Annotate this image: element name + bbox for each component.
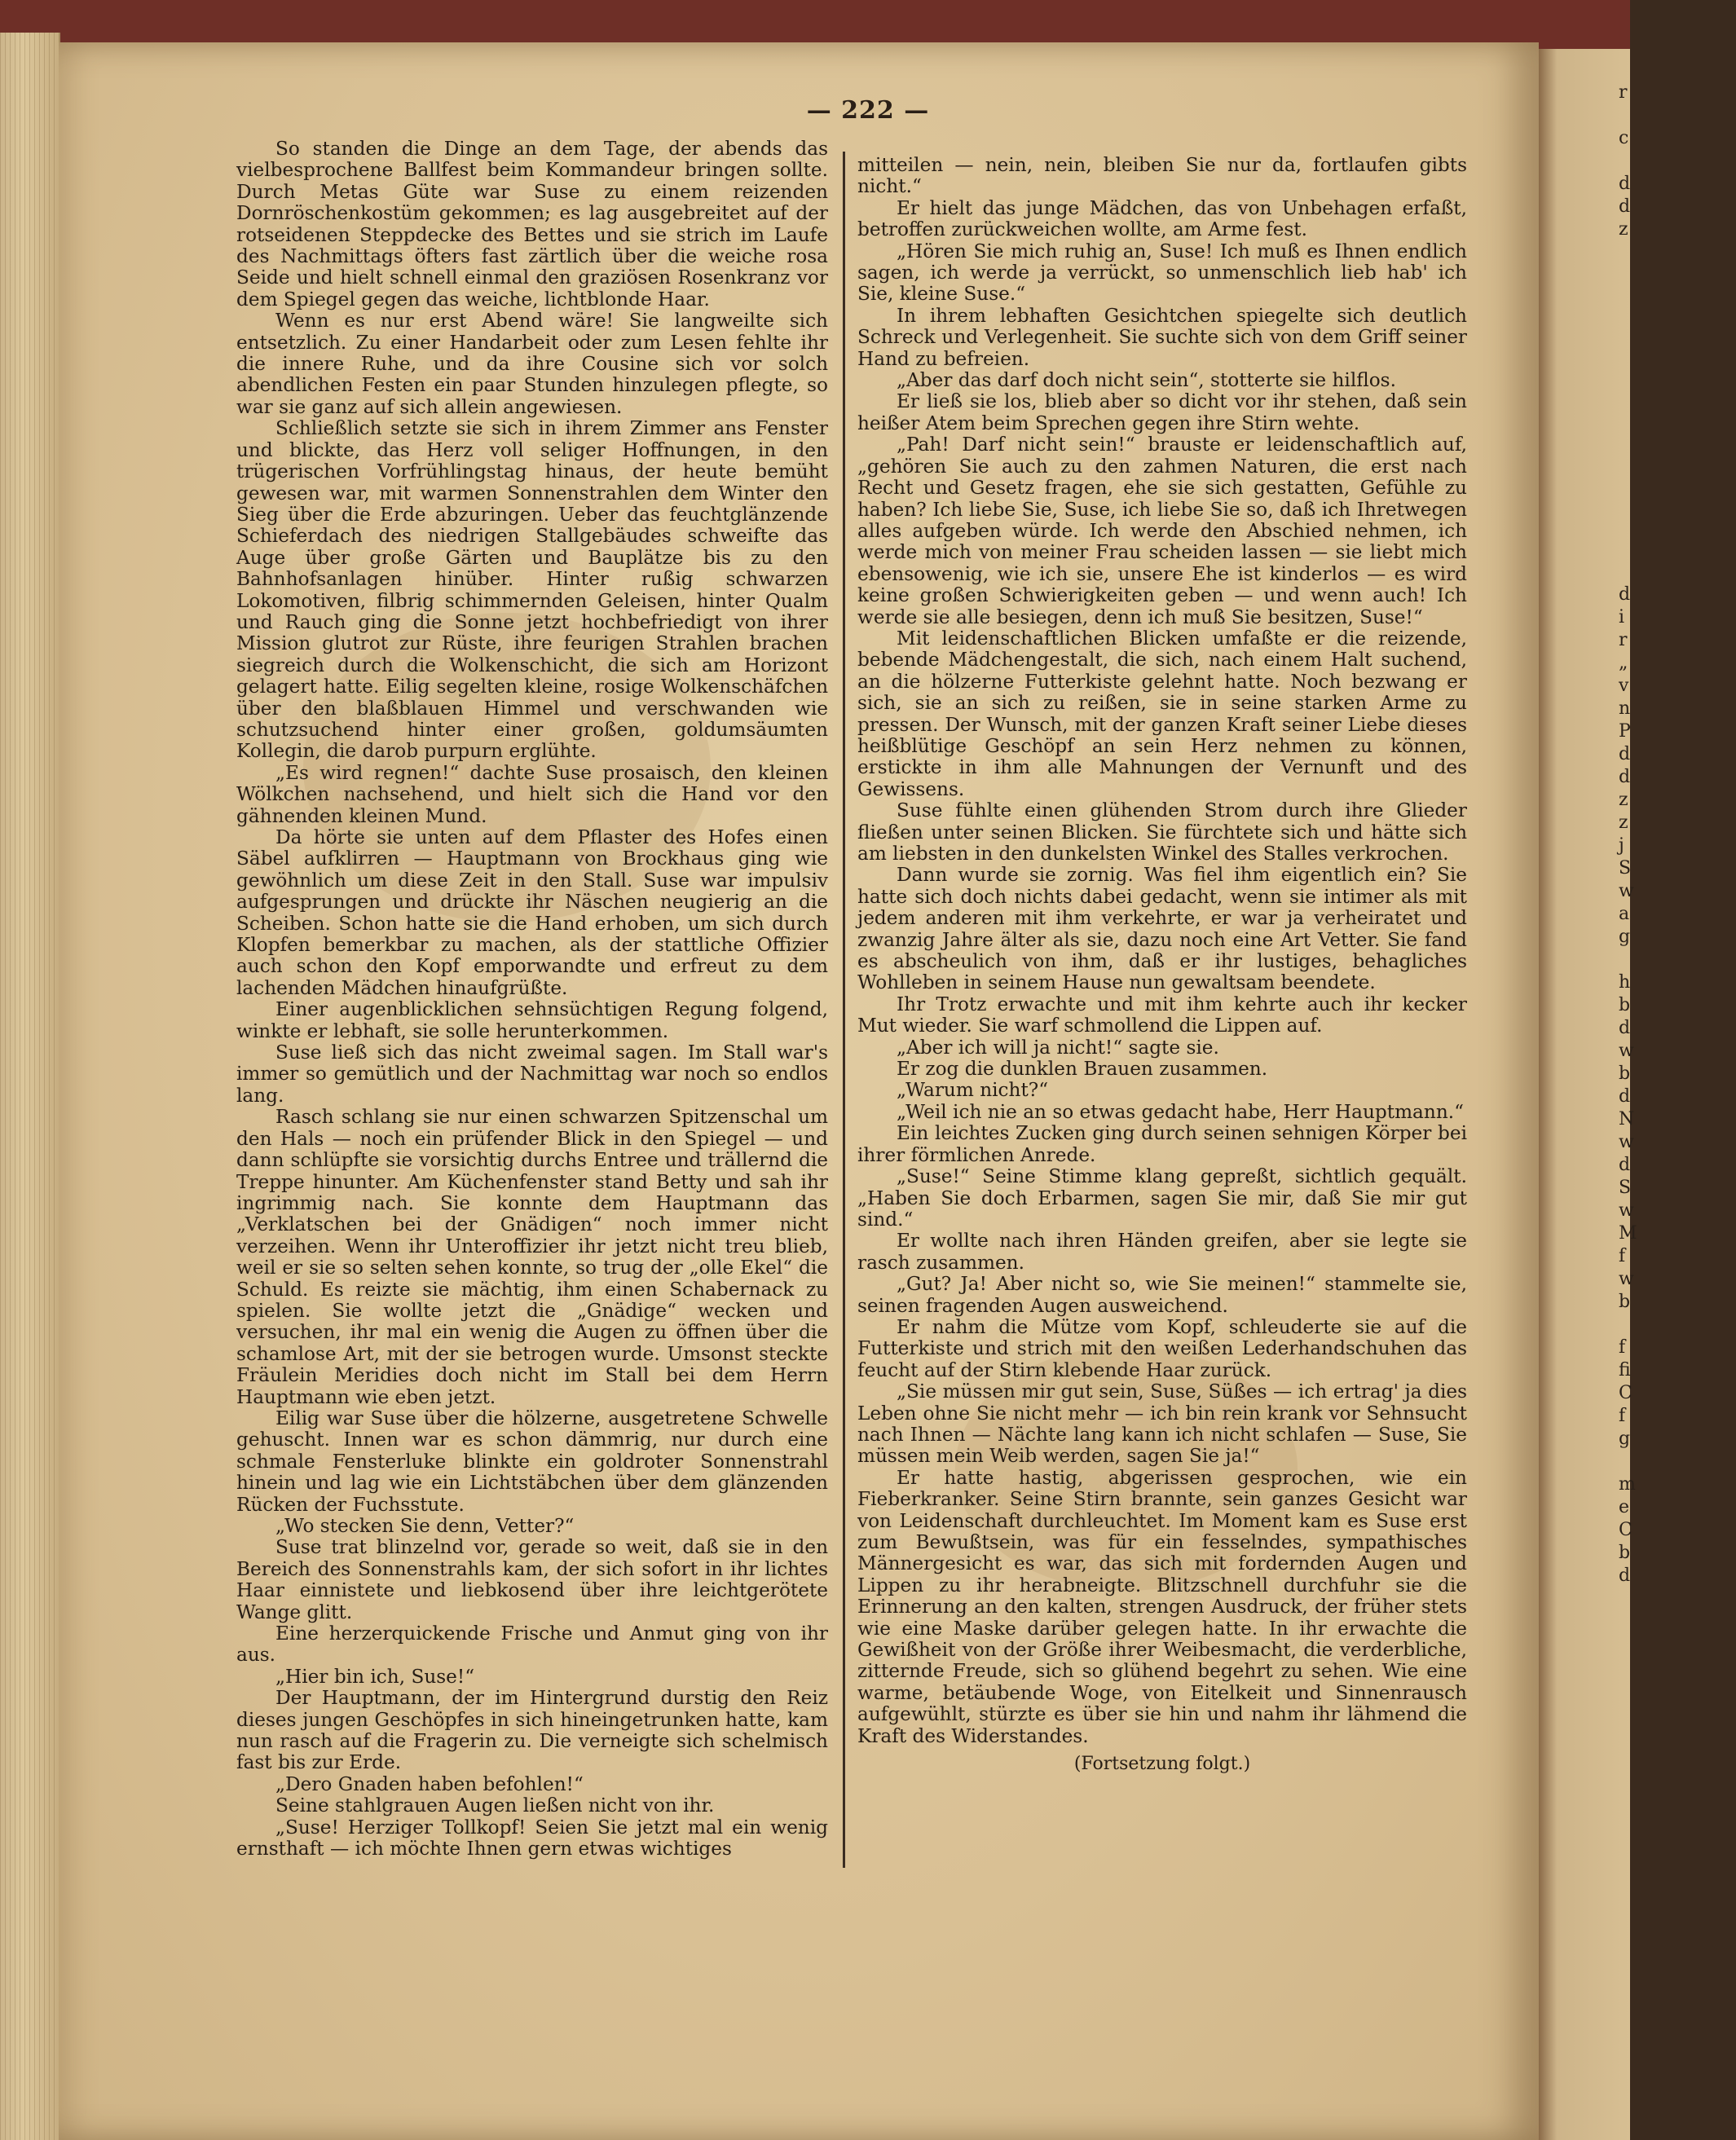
- paragraph: Mit leidenschaftlichen Blicken umfaßte er die reizende, bebende Mädchengestalt, die sich, nach einem Halt suchend, an die hölzerne Futterkiste gelehnt hatte. Noch bezwang er sich, sie an sich zu reißen, sie in seine starken Arme zu pressen. Der Wunsch, mit der ganzen Kraft seiner Liebe dieses heißblütige Geschöpf an sein Herz nehmen zu können, erstickte in ihm alle Mahnungen der Vernunft und des Gewissens.: [857, 627, 1467, 800]
- paragraph: „Aber das darf doch nicht sein“, stotterte sie hilflos.: [897, 369, 1396, 392]
- paragraph: Der Hauptmann, der im Hintergrund durstig den Reiz dieses jungen Geschöpfes in sich hineingetrunken hatte, kam nun rasch auf die Fragerin zu. Die verneigte sich schelmisch fast bis zur Erde.: [236, 1687, 828, 1774]
- paragraph-continuation: mitteilen — nein, nein, bleiben Sie nur da, fortlaufen gibts nicht.“: [857, 154, 1467, 198]
- paragraph: Ihr Trotz erwachte und mit ihm kehrte auch ihr kecker Mut wieder. Sie warf schmollend die Lippen auf.: [857, 993, 1467, 1037]
- paragraph: „Pah! Darf nicht sein!“ brauste er leidenschaftlich auf, „gehören Sie auch zu den zahmen Naturen, die erst nach Recht und Gesetz fragen, ehe sie sich gestatten, Gefühle zu haben? Ich liebe Sie, Suse, ich liebe Sie so, daß ich Ihretwegen alles aufgeben würde. Ich werde den Abschied nehmen, ich werde mich von meiner Frau scheiden lassen — sie liebt mich ebensowenig, wie ich sie, unsere Ehe ist kinderlos — es wird keine großen Schwierigkeiten geben — und wenn auch! Ich werde sie alle besiegen, denn ich muß Sie besitzen, Suse!“: [857, 434, 1467, 628]
- paragraph: „Wo stecken Sie denn, Vetter?“: [275, 1515, 575, 1537]
- paragraph: So standen die Dinge an dem Tage, der abends das vielbesprochene Ballfest beim Kommandeur bringen sollte. Durch Metas Güte war Suse zu einem reizenden Dornröschenkostüm gekommen; es lag ausgebreitet auf der rotseidenen Steppdecke des Bettes und sie strich im Laufe des Nachmittags öfters fast zärtlich über die weiche rosa Seide und hielt schnell einmal den graziösen Rosenkranz vor dem Spiegel gegen das weiche, lichtblonde Haar.: [236, 138, 828, 310]
- paragraph: „Es wird regnen!“ dachte Suse prosaisch, den kleinen Wölkchen nachsehend, und hielt sich die Hand vor den gähnenden kleinen Mund.: [236, 761, 828, 827]
- paragraph: Er wollte nach ihren Händen greifen, aber sie legte sie rasch zusammen.: [857, 1230, 1467, 1274]
- paragraph: Dann wurde sie zornig. Was fiel ihm eigentlich ein? Sie hatte sich doch nichts dabei gedacht, wenn sie intimer als mit jedem anderen mit ihm verkehrte, er war ja verheiratet und zwanzig Jahre älter als sie, dazu noch eine Art Vetter. Sie fand es abscheulich von ihm, daß er ihr lustiges, behagliches Wohlleben in seinem Hause nun gewaltsam beendete.: [857, 864, 1467, 994]
- paragraph: „Suse! Herziger Tollkopf! Seien Sie jetzt mal ein wenig ernsthaft — ich möchte Ihnen gern etwas wichtiges: [236, 1816, 828, 1860]
- right-column: [857, 155, 1467, 1931]
- paragraph: „Weil ich nie an so etwas gedacht habe, Herr Hauptmann.“: [897, 1100, 1464, 1123]
- paragraph: „Hören Sie mich ruhig an, Suse! Ich muß es Ihnen endlich sagen, ich werde ja verrückt, so unmenschlich lieb hab' ich Sie, kleine Suse.“: [857, 240, 1467, 306]
- paragraph: „Sie müssen mir gut sein, Suse, Süßes — ich ertrag' ja dies Leben ohne Sie nicht mehr — ich bin rein krank vor Sehnsucht nach Ihnen — Nächte lang kann ich nicht schlafen — Suse, Sie müssen mein Weib werden, sagen Sie ja!“: [857, 1380, 1467, 1468]
- paragraph: Er zog die dunklen Brauen zusammen.: [897, 1058, 1268, 1081]
- page-number: — 222 —: [806, 96, 930, 125]
- left-column: [236, 139, 828, 1915]
- paragraph: „Warum nicht?“: [897, 1079, 1049, 1102]
- paragraph: Er hatte hastig, abgerissen gesprochen, wie ein Fieberkranker. Seine Stirn brannte, sein ganzes Gesicht war von Leidenschaft durchleuchtet. Im Moment kam es Suse erst zum Bewußtsein, was für ein fesselndes, sympathisches Männergesicht es war, das sich mit fordernden Augen und Lippen zu ihr herabneigte. Blitzschnell durchfuhr sie die Erinnerung an den kalten, strengen Ausdruck, der früher stets wie eine Maske darüber gelegen hatte. In ihr erwachte die Gewißheit von der Größe ihrer Weibesmacht, die verderbliche, zitternde Freude, sich so glühend begehrt zu sehen. Wie eine warme, betäubende Woge, von Eitelkeit und Sinnenrausch aufgewühlt, stürzte es über sie hin und nahm ihr lähmend die Kraft des Widerstandes.: [857, 1466, 1467, 1747]
- next-page-edge: [1539, 49, 1637, 2140]
- paragraph: „Gut? Ja! Aber nicht so, wie Sie meinen!“ stammelte sie, seinen fragenden Augen ausweichend.: [857, 1273, 1467, 1317]
- paragraph: Suse fühlte einen glühenden Strom durch ihre Glieder fließen unter seinen Blicken. Sie fürchtete sich und hätte sich am liebsten in den dunkelsten Winkel des Stalles verkrochen.: [857, 799, 1467, 865]
- continued-note: (Fortsetzung folgt.): [1073, 1754, 1251, 1775]
- paragraph: „Hier bin ich, Suse!“: [275, 1665, 475, 1688]
- paragraph: Seine stahlgrauen Augen ließen nicht von ihr.: [275, 1794, 715, 1817]
- paragraph: Eine herzerquickende Frische und Anmut ging von ihr aus.: [236, 1623, 828, 1667]
- paragraph: Da hörte sie unten auf dem Pflaster des Hofes einen Säbel aufklirren — Hauptmann von Brockhaus ging wie gewöhnlich um diese Zeit in den Stall. Suse war impulsiv aufgesprungen und drückte ihr Näschen neugierig an die Scheiben. Schon hatte sie die Hand erhoben, um sich durch Klopfen bemerkbar zu machen, als der stattliche Offizier auch schon den Kopf emporwandte und erfreut zu dem lachenden Mädchen hinaufgrüßte.: [236, 826, 828, 999]
- column-divider: [843, 152, 845, 1868]
- paragraph: In ihrem lebhaften Gesichtchen spiegelte sich deutlich Schreck und Verlegenheit. Sie suchte sich von dem Griff seiner Hand zu befreien.: [857, 304, 1467, 370]
- paragraph: Einer augenblicklichen sehnsüchtigen Regung folgend, winkte er lebhaft, sie solle herunterkommen.: [236, 998, 828, 1042]
- paragraph: Er ließ sie los, blieb aber so dicht vor ihr stehen, daß sein heißer Atem beim Sprechen gegen ihre Stirn wehte.: [857, 390, 1467, 434]
- book-cover-edge: [0, 0, 1630, 49]
- paragraph: Schließlich setzte sie sich in ihrem Zimmer ans Fenster und blickte, das Herz voll seliger Hoffnungen, in den trügerischen Vorfrühlingstag hinaus, der heute bemüht gewesen war, mit warmen Sonnenstrahlen dem Winter den Sieg über die Erde abzuringen. Ueber das feuchtglänzende Schieferdach des niedrigen Stallgebäudes schweifte das Auge über große Gärten und Bauplätze bis zu den Bahnhofsanlagen hinüber. Hinter rußig schwarzen Lokomotiven, filbrig schimmernden Geleisen, hinter Qualm und Rauch ging die Sonne jetzt hochbefriedigt von ihrer Mission glutrot zur Rüste, ihre feurigen Strahlen brachen siegreich durch die Wolkenschicht, die sich am Horizont gelagert hatte. Eilig segelten kleine, rosige Wolkenschäfchen über den blaßblauen Himmel und verschwanden wie schutzsuchend hinter einer großen, goldumsäumten Kollegin, die darob purpurn erglühte.: [236, 417, 828, 763]
- paragraph: Rasch schlang sie nur einen schwarzen Spitzenschal um den Hals — noch ein prüfender Blick in den Spiegel — und dann schlüpfte sie vorsichtig durchs Entree und trällernd die Treppe hinunter. Am Küchenfenster stand Betty und sah ihr ingrimmig nach. Sie konnte dem Hauptmann das „Verklatschen bei der Gnädigen“ noch immer nicht verzeihen. Wenn ihr Unteroffizier ihr jetzt nicht treu blieb, weil er sie so selten sehen konnte, so trug der „olle Ekel“ die Schuld. Es reizte sie mächtig, ihm einen Schabernack zu spielen. Sie wollte jetzt die „Gnädige“ wecken und versuchen, ihr mal ein wenig die Augen zu öffnen über die schamlose Art, mit der sie betrogen wurde. Umsonst steckte Fräulein Meridies doch nicht im Stall bei dem Herrn Hauptmann wie eben jetzt.: [236, 1106, 828, 1408]
- paragraph: „Aber ich will ja nicht!“ sagte sie.: [897, 1036, 1219, 1059]
- paragraph: Er hielt das junge Mädchen, das von Unbehagen erfaßt, betroffen zurückweichen wollte, am Arme fest.: [857, 196, 1467, 241]
- paragraph: Suse ließ sich das nicht zweimal sagen. Im Stall war's immer so gemütlich und der Nachmittag war noch so endlos lang.: [236, 1041, 828, 1107]
- paragraph: Er nahm die Mütze vom Kopf, schleuderte sie auf die Futterkiste und strich mit den weißen Lederhandschuhen das feucht auf der Stirn klebende Haar zurück.: [857, 1315, 1467, 1381]
- paragraph: „Dero Gnaden haben befohlen!“: [275, 1772, 584, 1795]
- paragraph: Eilig war Suse über die hölzerne, ausgetretene Schwelle gehuscht. Innen war es schon dämmrig, nur durch eine schmale Fensterluke blinkte ein goldroter Sonnenstrahl hinein und lag wie ein Lichtstäbchen über dem glänzenden Rücken der Fuchsstute.: [236, 1407, 828, 1516]
- paragraph: Ein leichtes Zucken ging durch seinen sehnigen Körper bei ihrer förmlichen Anrede.: [857, 1122, 1467, 1166]
- paragraph: „Suse!“ Seine Stimme klang gepreßt, sichtlich gequält. „Haben Sie doch Erbarmen, sagen Sie mir, daß Sie mir gut sind.“: [857, 1165, 1467, 1231]
- page-edges-lines: [0, 33, 59, 2140]
- paragraph: Suse trat blinzelnd vor, gerade so weit, daß sie in den Bereich des Sonnenstrahls kam, der sich sofort in ihr lichtes Haar einnistete und liebkosend über ihre leichtgerötete Wange glitt.: [236, 1536, 828, 1623]
- paragraph: Wenn es nur erst Abend wäre! Sie langweilte sich entsetzlich. Zu einer Handarbeit oder zum Lesen fehlte ihr die innere Ruhe, und da ihre Cousine sich vor solch abendlichen Festen ein paar Stunden hinzulegen pflegte, so war sie ganz auf sich allein angewiesen.: [236, 310, 828, 418]
- next-page-text-fragment: r c d d z d i r „ v n P d d z z j S w a g h b d w b d N w d S w M f w b f fi C f g m e C b d: [1619, 82, 1637, 1586]
